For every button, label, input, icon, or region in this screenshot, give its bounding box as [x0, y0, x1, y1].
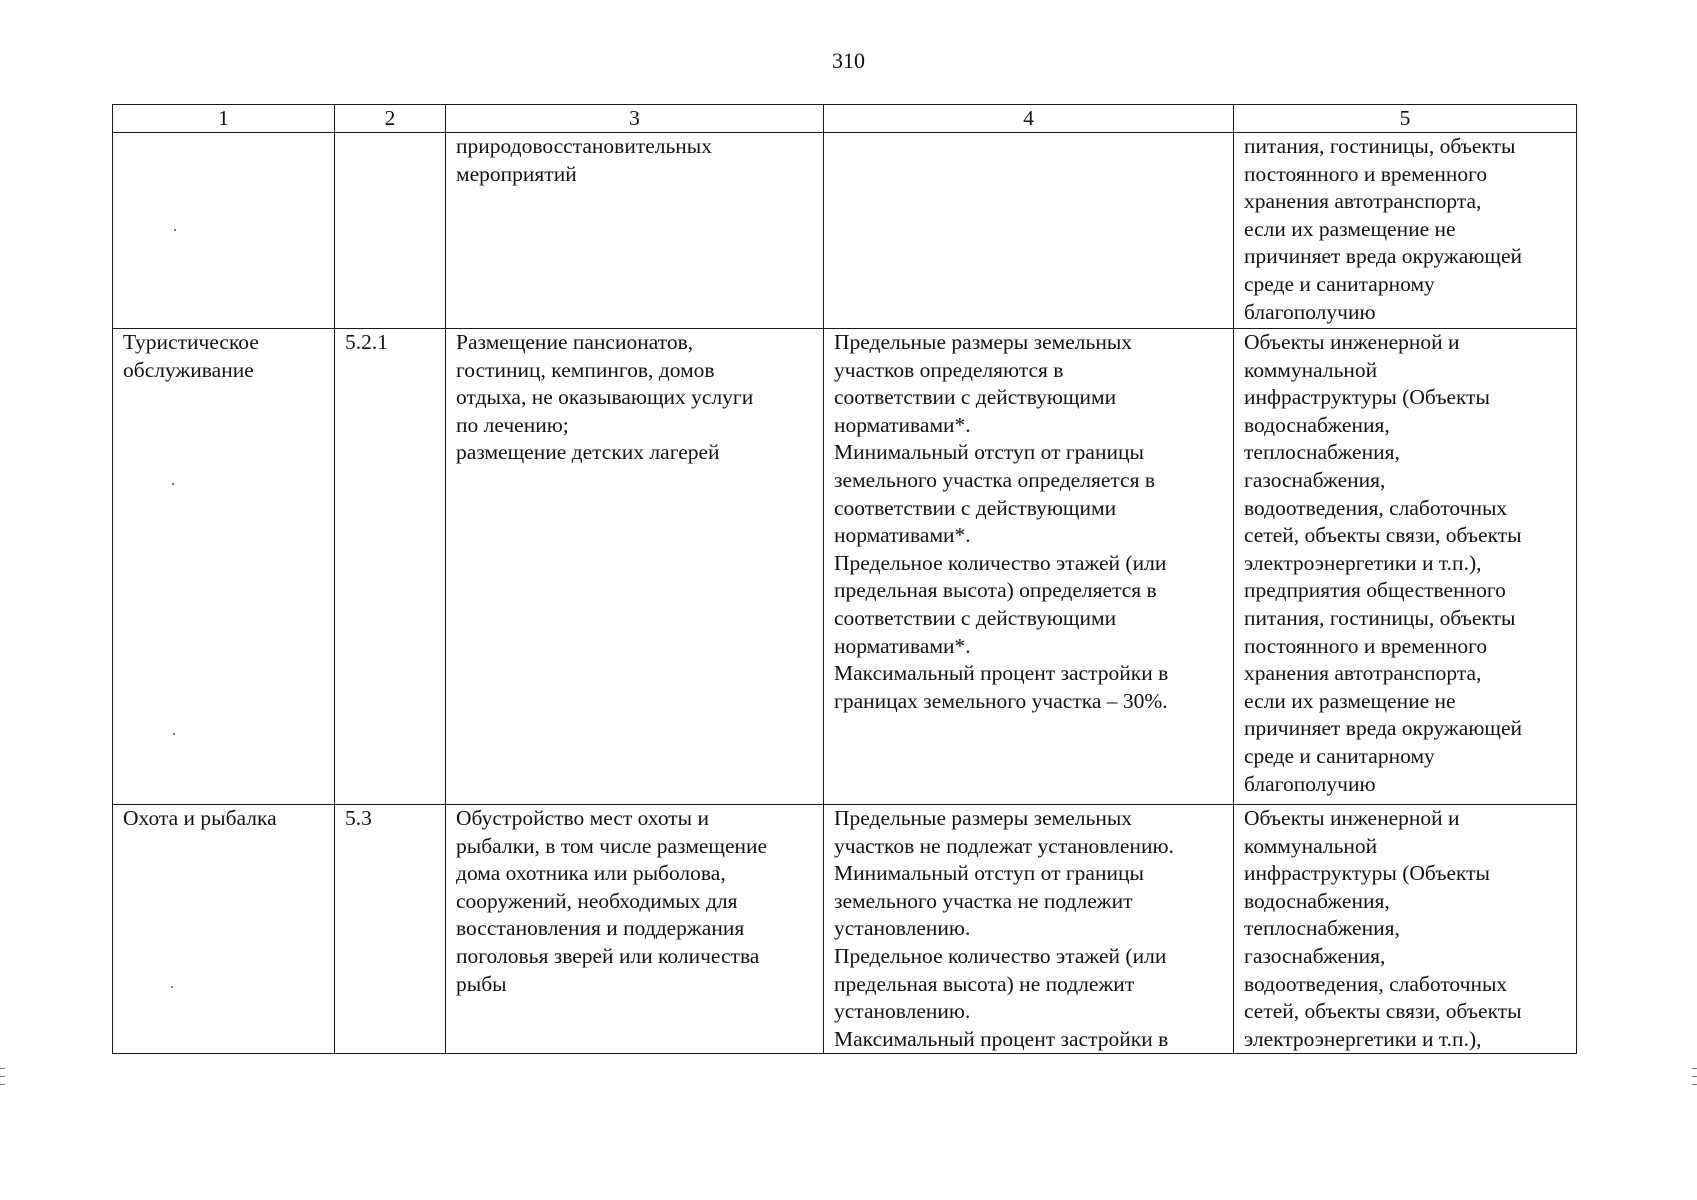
- table-row: [113, 805, 1577, 1054]
- cell-use-name: [113, 133, 335, 329]
- header-cell-4: 4: [824, 105, 1234, 133]
- cell-use-code: [335, 133, 446, 329]
- cell-parameters: [824, 133, 1234, 329]
- table-row: [113, 133, 1577, 329]
- scan-speck: [174, 229, 176, 231]
- scan-speck: [172, 483, 174, 485]
- page-number: 310: [832, 48, 865, 73]
- zoning-table: [112, 104, 1577, 1054]
- scan-speck: [171, 986, 173, 988]
- scan-speck: [173, 733, 175, 735]
- cell-use-name: Туристическое обслуживание: [113, 329, 335, 805]
- cell-auxiliary-uses: Объекты инженерной и коммунальной инфраструктуры (Объекты водоснабжения, теплоснабжения, газоснабжения, водоотведения, слаботочных сетей, объекты связи, объекты электроэнергетики и т.п.), предприятия общественного питания, гостиницы, объекты постоянного и временного хранения автотранспорта, если их размещение не причиняет вреда окружающей среде и санитарному благополучию: [1234, 329, 1577, 805]
- cell-auxiliary-uses: питания, гостиницы, объекты постоянного и временного хранения автотранспорта, если их размещение не причиняет вреда окружающей среде и санитарному благополучию: [1234, 133, 1577, 329]
- margin-mark: [1692, 1068, 1697, 1069]
- cell-use-name: Охота и рыбалка: [113, 805, 335, 1054]
- cell-use-code: 5.2.1: [335, 329, 446, 805]
- table-header-row: [113, 105, 1577, 133]
- margin-mark: [0, 1084, 5, 1085]
- margin-mark: [0, 1068, 5, 1069]
- cell-use-description: Размещение пансионатов, гостиниц, кемпингов, домов отдыха, не оказывающих услуги по лечению; размещение детских лагерей: [446, 329, 824, 805]
- margin-mark: [1692, 1076, 1697, 1077]
- header-cell-3: 3: [446, 105, 824, 133]
- cell-use-code: 5.3: [335, 805, 446, 1054]
- header-cell-2: 2: [335, 105, 446, 133]
- cell-parameters: Предельные размеры земельных участков определяются в соответствии с действующими нормативами*. Минимальный отступ от границы земельного участка определяется в соответствии с действующими нормативами*. Предельное количество этажей (или предельная высота) определяется в соответствии с действующими нормативами*. Максимальный процент застройки в границах земельного участка – 30%.: [824, 329, 1234, 805]
- cell-auxiliary-uses: Объекты инженерной и коммунальной инфраструктуры (Объекты водоснабжения, теплоснабжения, газоснабжения, водоотведения, слаботочных сетей, объекты связи, объекты электроэнергетики и т.п.),: [1234, 805, 1577, 1054]
- margin-mark: [0, 1076, 5, 1077]
- cell-use-description: природовосстановительных мероприятий: [446, 133, 824, 329]
- margin-mark: [1692, 1084, 1697, 1085]
- table-row: [113, 329, 1577, 805]
- header-cell-1: 1: [113, 105, 335, 133]
- cell-use-description: Обустройство мест охоты и рыбалки, в том числе размещение дома охотника или рыболова, сооружений, необходимых для восстановления и поддержания поголовья зверей или количества рыбы: [446, 805, 824, 1054]
- cell-parameters: Предельные размеры земельных участков не подлежат установлению. Минимальный отступ от границы земельного участка не подлежит установлению. Предельное количество этажей (или предельная высота) не подлежит установлению. Максимальный процент застройки в: [824, 805, 1234, 1054]
- header-cell-5: 5: [1234, 105, 1577, 133]
